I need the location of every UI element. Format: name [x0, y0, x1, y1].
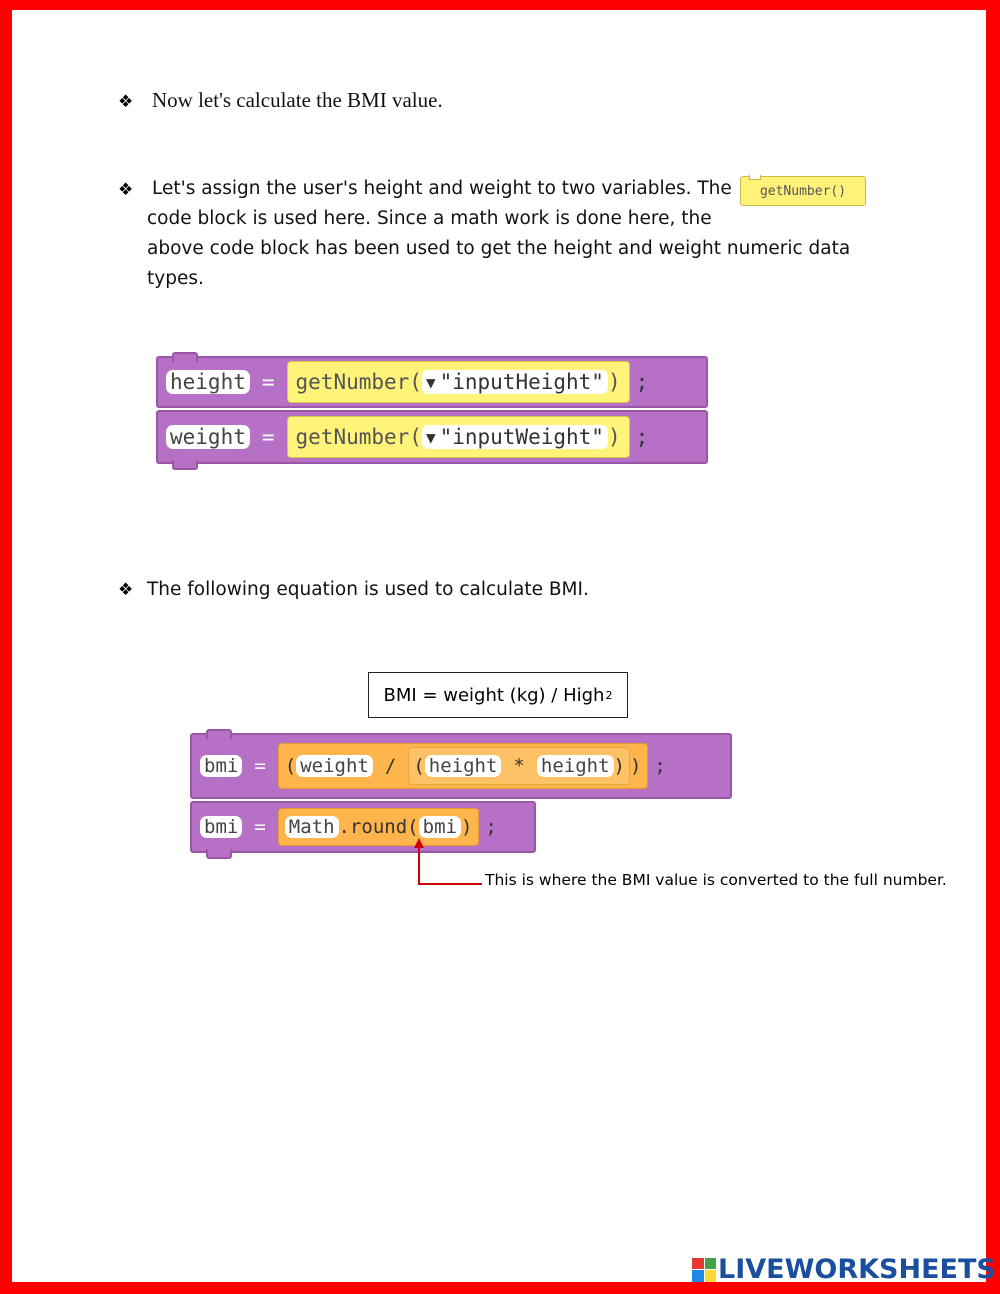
open-paren: (: [413, 755, 425, 777]
getnumber-label: getNumber(): [759, 183, 847, 199]
bullet-icon: ❖: [118, 580, 134, 599]
semicolon: ;: [485, 816, 497, 838]
heading-calculate-bmi: Now let's calculate the BMI value.: [152, 88, 443, 112]
dropdown-arrow-icon: ▼: [425, 427, 436, 447]
paragraph-line: above code block has been used to get the height and weight numeric data: [147, 238, 851, 259]
dropdown-value: "inputWeight": [439, 425, 604, 449]
equals-operator: =: [254, 755, 266, 777]
paragraph-line: code block is used here. Since a math work is done here, the: [147, 208, 712, 229]
close-paren: ): [460, 816, 473, 838]
equation-intro: The following equation is used to calculate BMI.: [147, 579, 589, 600]
height-variable: height: [166, 370, 250, 394]
semicolon: ;: [635, 370, 649, 394]
weight-variable: weight: [296, 755, 373, 777]
bmi-argument: bmi: [419, 816, 461, 838]
function-name: getNumber(: [295, 370, 422, 394]
brand-logo-icon: [692, 1258, 716, 1282]
open-paren: (: [284, 755, 297, 777]
weight-variable: weight: [166, 425, 250, 449]
close-paren: ): [607, 425, 621, 449]
multiply-operator: *: [513, 755, 525, 777]
equals-operator: =: [261, 370, 275, 394]
close-paren: ): [607, 370, 621, 394]
dropdown-arrow-icon: ▼: [425, 372, 436, 392]
formula-text: BMI = weight (kg) / High: [383, 684, 605, 706]
semicolon: ;: [654, 755, 666, 777]
function-name: getNumber(: [295, 425, 422, 449]
paragraph-line: types.: [147, 268, 204, 289]
equals-operator: =: [254, 816, 266, 838]
liveworksheets-logo: [692, 1254, 996, 1285]
height-variable: height: [537, 755, 614, 777]
close-paren: ): [629, 755, 642, 777]
semicolon: ;: [635, 425, 649, 449]
formula-exponent: 2: [605, 688, 613, 702]
bmi-variable: bmi: [200, 755, 242, 777]
close-paren: ): [613, 755, 625, 777]
height-variable: height: [425, 755, 502, 777]
bullet-icon: ❖: [118, 92, 134, 111]
paragraph-line: Let's assign the user's height and weight to two variables. The: [152, 178, 732, 199]
equals-operator: =: [261, 425, 275, 449]
bmi-variable: bmi: [200, 816, 242, 838]
math-object: Math: [285, 816, 339, 838]
bullet-icon: ❖: [118, 180, 134, 199]
dropdown-value: "inputHeight": [439, 370, 604, 394]
brand-name: LIVEWORKSHEETS: [718, 1254, 996, 1285]
divide-operator: /: [384, 755, 397, 777]
annotation-text: This is where the BMI value is converted to the full number.: [485, 871, 947, 889]
round-method: .round(: [338, 816, 419, 838]
